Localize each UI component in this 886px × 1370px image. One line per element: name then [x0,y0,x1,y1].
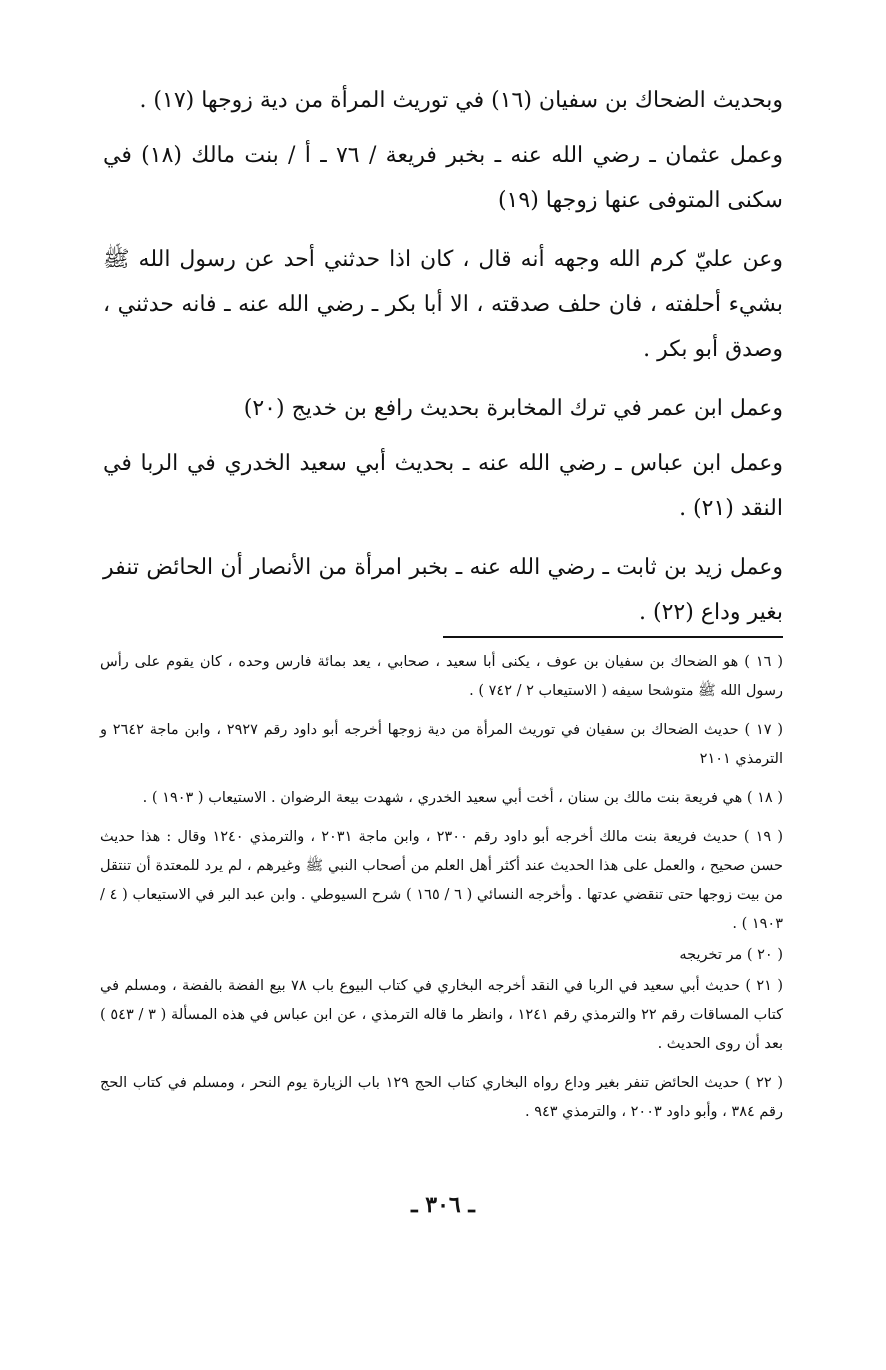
footnote-18: ( ١٨ ) هي فريعة بنت مالك بن سنان ، أخت أبي سعيد الخدري ، شهدت بيعة الرضوان . الاستيعاب ( ١٩٠٣ ) . [142,790,783,806]
paragraph-ali: وعن عليّ كرم الله وجهه أنه قال ، كان اذا حدثني أحد عن رسول الله ﷺ بشيء أحلفته ، فان حلف صدقته ، الا أبا بكر ـ رضي الله عنه ـ فانه حدثني ، وصدق أبو بكر . [103,247,783,362]
paragraph-zayd: وعمل زيد بن ثابت ـ رضي الله عنه ـ بخبر امرأة من الأنصار أن الحائض تنفر بغير وداع (٢٢) . [103,555,783,625]
footnote-17: ( ١٧ ) حديث الضحاك بن سفيان في توريث المرأة من دية زوجها أخرجه أبو داود رقم ٢٩٢٧ ، وابن ماجة ٢٦٤٢ و الترمذي ٢١٠١ [100,722,783,767]
footnote-21: ( ٢١ ) حديث أبي سعيد في الربا في النقد أخرجه البخاري في كتاب البيوع باب ٧٨ بيع الفضة بالفضة ، ومسلم في كتاب المساقات رقم ٢٢ والترمذي رقم ١٢٤١ ، وانظر ما قاله الترمذي ، عن ابن عباس في هذه المسألة ( ٣ / ٥٤٣ ) بعد أن روى الحديث . [100,978,783,1052]
paragraph-dahhak: وبحديث الضحاك بن سفيان (١٦) في توريث المرأة من دية زوجها (١٧) . [139,88,783,113]
footnote-separator [443,636,783,638]
paragraph-ibn-umar: وعمل ابن عمر في ترك المخابرة بحديث رافع بن خديج (٢٠) [243,396,783,421]
paragraph-uthman: وعمل عثمان ـ رضي الله عنه ـ بخبر فريعة / ٧٦ ـ أ / بنت مالك (١٨) في سكنى المتوفى عنها زوجها (١٩) [103,143,783,213]
paragraph-ibn-abbas: وعمل ابن عباس ـ رضي الله عنه ـ بحديث أبي سعيد الخدري في الربا في النقد (٢١) . [103,451,783,521]
page-number: ـ ٣٠٦ ـ [411,1192,475,1218]
main-text [103,78,783,649]
footnote-22: ( ٢٢ ) حديث الحائض تنفر بغير وداع رواه البخاري كتاب الحج ١٢٩ باب الزيارة يوم النحر ، ومسلم في كتاب الحج رقم ٣٨٤ ، وأبو داود ٢٠٠٣ ، والترمذي ٩٤٣ . [100,1075,783,1120]
footnotes [100,648,783,1137]
footnote-16: ( ١٦ ) هو الضحاك بن سفيان بن عوف ، يكنى أبا سعيد ، صحابي ، يعد بمائة فارس وحده ، كان يقوم على رأس رسول الله ﷺ متوشحا سيفه ( الاستيعاب ٢ / ٧٤٢ ) . [100,654,783,699]
footnote-20: ( ٢٠ ) مر تخريجه [679,947,783,963]
footnote-19: ( ١٩ ) حديث فريعة بنت مالك أخرجه أبو داود رقم ٢٣٠٠ ، وابن ماجة ٢٠٣١ ، والترمذي ١٢٤٠ وقال : هذا حديث حسن صحيح ، والعمل على هذا الحديث عند أكثر أهل العلم من أصحاب النبي ﷺ وغيرهم ، لم يرد للمعتدة أن تنتقل من بيت زوجها حتى تنقضي عدتها . وأخرجه النسائي ( ٦ / ١٦٥ ) شرح السيوطي . وابن عبد البر في الاستيعاب ( ٤ / ١٩٠٣ ) . [100,829,784,932]
